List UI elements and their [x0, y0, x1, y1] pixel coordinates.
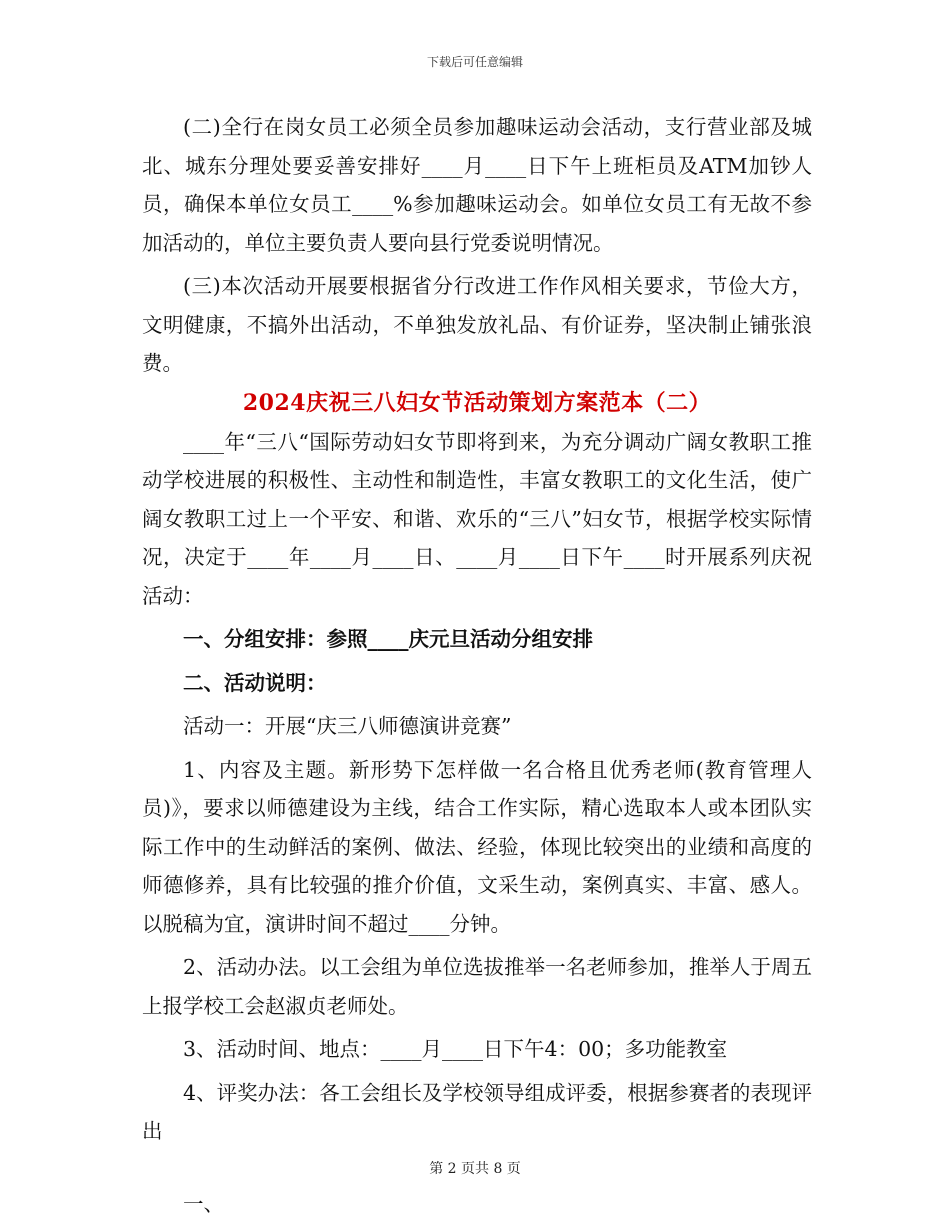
document-body — [142, 108, 812, 1223]
intro-paragraph: ____年“三八“国际劳动妇女节即将到来，为充分调动广阔女教职工推动学校进展的积极性、主动性和制造性，丰富女教职工的文化生活，使广阔女教职工过上一个平安、和谐、欢乐的“三八”妇女节，根据学校实际情况，决定于____年____月____日、____月____日下午____时开展系列庆祝活动： — [142, 429, 812, 608]
heading-grouping: 一、分组安排：参照____庆元旦活动分组安排 — [183, 627, 593, 651]
paragraph-2: (二)全行在岗女员工必须全员参加趣味运动会活动，支行营业部及城北、城东分理处要妥善安排好____月____日下午上班柜员及ATM加钞人员，确保本单位女员工____%参加趣味运动会。如单位女员工有无故不参加活动的，单位主要负责人要向县行党委说明情况。 — [142, 115, 812, 255]
section-title: 2024庆祝三八妇女节活动策划方案范本（二） — [242, 389, 712, 416]
heading-activity-notes: 二、活动说明： — [183, 670, 327, 695]
item-time-location: 3、活动时间、地点：____月____日下午4：00；多功能教室 — [183, 1037, 728, 1061]
item-content-theme: 1、内容及主题。新形势下怎样做一名合格且优秀老师(教育管理人员)》，要求以师德建设为主线，结合工作实际，精心选取本人或本团队实际工作中的生动鲜活的案例、做法、经验，体现比较突出的业绩和高度的师德修养，具有比较强的推介价值，文采生动，案例真实、丰富、感人。以脱稿为宜，演讲时间不超过____分钟。 — [142, 757, 812, 936]
page-header: 下载后可任意编辑 — [426, 55, 523, 69]
item-activity-method: 2、活动办法。以工会组为单位选拔推举一名老师参加，推举人于周五上报学校工会赵淑贞老师处。 — [142, 955, 812, 1018]
item-award-method: 4、评奖办法：各工会组长及学校领导组成评委，根据参赛者的表现评出 — [142, 1080, 812, 1143]
paragraph-3: (三)本次活动开展要根据省分行改进工作作风相关要求，节俭大方，文明健康，不搞外出活动，不单独发放礼品、有价证券，坚决制止铺张浪费。 — [142, 274, 812, 375]
page-footer: 第 2 页共 8 页 — [429, 1161, 521, 1177]
activity-one: 活动一：开展“庆三八师德演讲竞赛” — [183, 714, 512, 738]
item-one: 一、 — [183, 1191, 224, 1216]
